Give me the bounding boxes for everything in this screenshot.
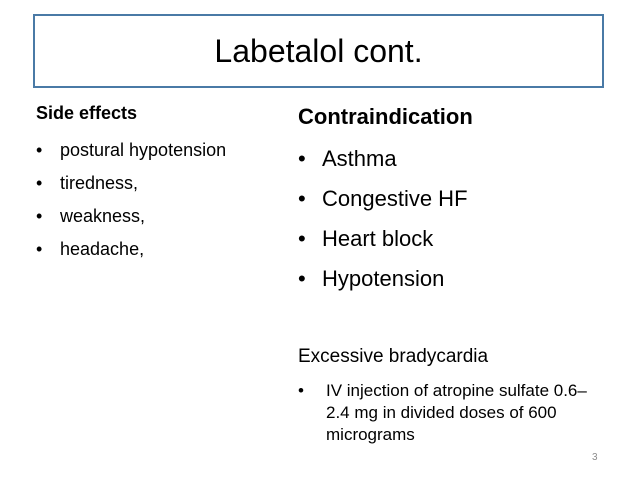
list-item bbox=[298, 146, 618, 172]
list-item bbox=[36, 139, 286, 161]
bullet-icon: • bbox=[36, 140, 43, 160]
list-item-text: Hypotension bbox=[322, 266, 445, 291]
bullet-icon: • bbox=[36, 239, 43, 259]
bullet-icon: • bbox=[298, 226, 306, 251]
list-item-text: Congestive HF bbox=[322, 186, 468, 211]
bullet-icon: • bbox=[36, 206, 43, 226]
list-item bbox=[298, 266, 618, 292]
excessive-bradycardia-heading: Excessive bradycardia bbox=[298, 346, 489, 367]
side-effects-list bbox=[36, 139, 286, 260]
contraindication-heading: Contraindication bbox=[298, 104, 473, 129]
list-item bbox=[298, 226, 618, 252]
list-item-text: Heart block bbox=[322, 226, 434, 251]
side-effects-section bbox=[36, 102, 286, 271]
list-item-text: postural hypotension bbox=[60, 140, 227, 160]
list-item bbox=[36, 172, 286, 194]
list-item bbox=[36, 238, 286, 260]
list-item-text: weakness, bbox=[60, 206, 146, 226]
list-item bbox=[36, 205, 286, 227]
title-box bbox=[33, 14, 604, 88]
bullet-icon: • bbox=[36, 173, 43, 193]
list-item-text: headache, bbox=[60, 239, 145, 259]
side-effects-heading: Side effects bbox=[36, 103, 138, 123]
slide-title: Labetalol cont. bbox=[214, 33, 423, 69]
iv-injection-text: IV injection of atropine sulfate 0.6–2.4 mg in divided doses of 600 micrograms bbox=[326, 381, 587, 444]
contraindication-list bbox=[298, 146, 618, 292]
list-item-text: Asthma bbox=[322, 146, 397, 171]
list-item-text: tiredness, bbox=[60, 173, 139, 193]
contraindication-section bbox=[298, 104, 618, 306]
bullet-icon: • bbox=[298, 266, 306, 291]
list-item bbox=[298, 186, 618, 212]
bullet-icon: • bbox=[298, 186, 306, 211]
bullet-icon: • bbox=[298, 381, 304, 400]
bullet-icon: • bbox=[298, 146, 306, 171]
list-item bbox=[298, 380, 608, 446]
page-number: 3 bbox=[592, 452, 598, 463]
